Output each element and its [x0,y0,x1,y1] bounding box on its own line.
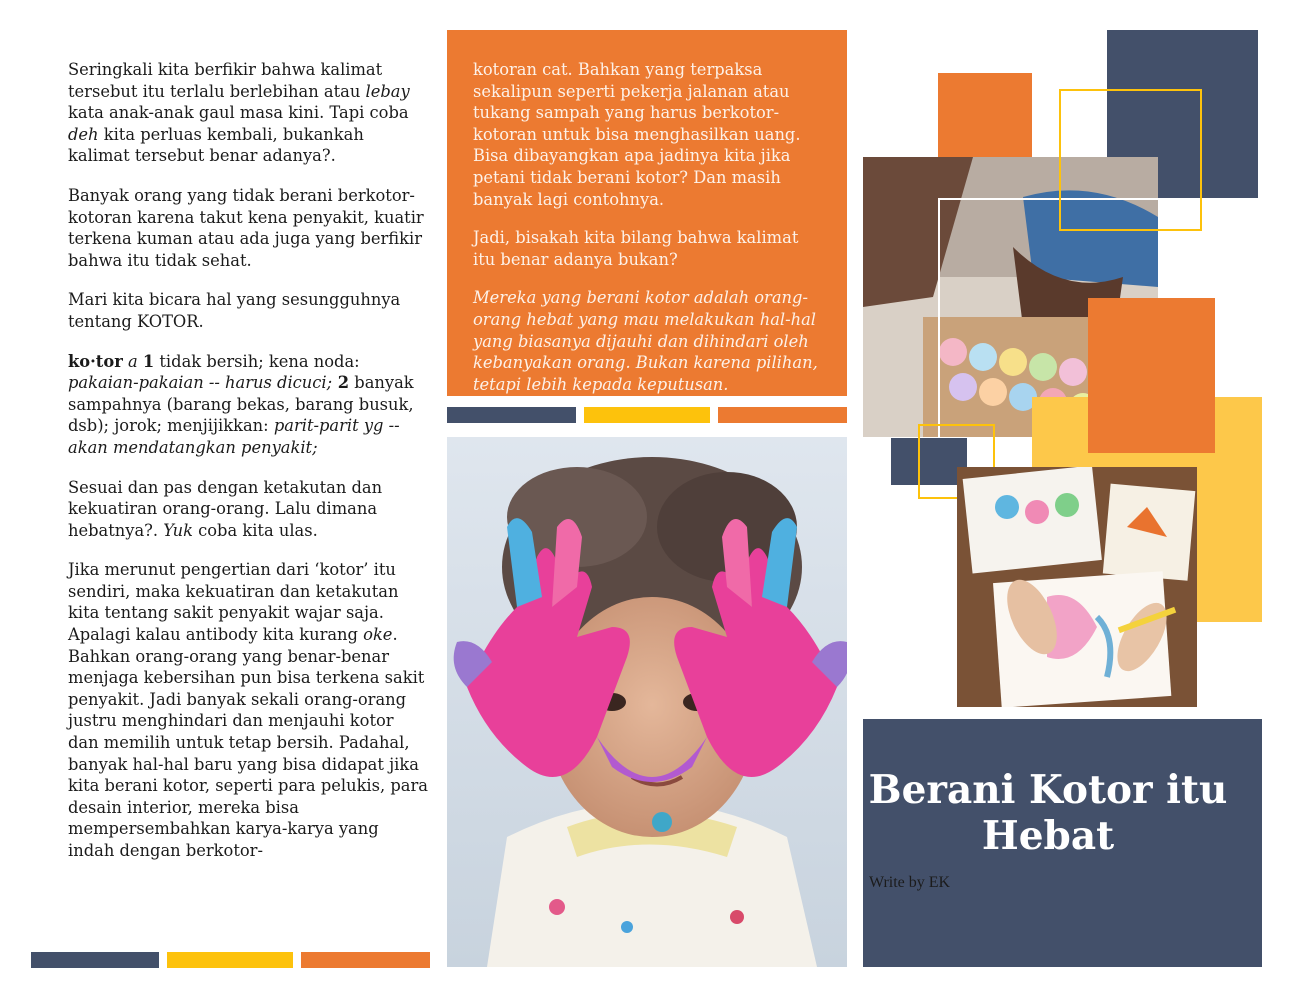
decor-bar-gold [167,952,293,968]
decor-bar-orange [301,952,430,968]
definition-entry: ko·tor a 1 tidak bersih; kena noda: pakaian-pakaian -- harus dicuci; 2 banyak sampahnya (barang bekas, barang busuk, dsb); jorok; menjijikkan: parit-parit yg -- akan mendatangkan penyakit; [68,351,414,457]
paragraph-continuation: kotoran cat. Bahkan yang terpaksa sekalipun seperti pekerja jalanan atau tukang sampah yang harus berkotor-kotoran untuk bisa menghasilkan uang. Bisa dibayangkan apa jadinya kita jika petani tidak berani kotor? Dan masih banyak lagi contohnya. [473,60,801,209]
decor-bar-navy [31,952,159,968]
paragraph-fear: Banyak orang yang tidak berani berkotor-kotoran karena takut kena penyakit, kuatir terkena kuman atau ada juga yang berfikir bahwa itu tidak sehat. [68,185,424,270]
paragraph-question: Sesuai dan pas dengan ketakutan dan kekuatiran orang-orang. Lalu dimana hebatnya?. Yuk coba kita ulas. [68,477,383,540]
cover-title-box [863,719,1262,967]
definition-word: ko·tor [68,351,123,371]
photo-child-painted-hands [447,437,847,967]
decor-square-orange [938,73,1032,160]
orange-text-box [447,30,847,396]
decor-square-orange-2 [1088,298,1215,453]
paragraph-conclusion: Jadi, bisakah kita bilang bahwa kalimat itu benar adanya bukan? [473,228,799,269]
photo-children-drawing [957,467,1197,707]
quote-paragraph: Mereka yang berani kotor adalah orang-orang hebat yang mau melakukan hal-hal yang biasanya dijauhi dan dihindari oleh kebanyakan orang. Bukan karena pilihan, tetapi lebih kepada keputusan. [473,288,818,394]
paragraph-explanation: Jika merunut pengertian dari ‘kotor’ itu sendiri, maka kekuatiran dan ketakutan kita tentang sakit penyakit wajar saja. Apalagi kalau antibody kita kurang oke. Bahkan orang-orang yang benar-benar menjaga kebersihan pun bisa terkena sakit penyakit. Jadi banyak sekali orang-orang justru menghindari dan menjauhi kotor dan memilih untuk tetap bersih. Padahal, banyak hal-hal baru yang bisa didapat jika kita berani kotor, seperti para pelukis, para desain interior, mereka bisa mempersembahkan karya-karya yang indah dengan berkotor- [68,560,428,860]
paragraph-topic: Mari kita bicara hal yang sesungguhnya tentang KOTOR. [68,290,401,331]
cover-title: Berani Kotor itu Hebat [868,767,1228,859]
decor-bar-navy [447,407,576,423]
decor-bar-gold [584,407,710,423]
author-line: Write by EK [869,874,951,891]
left-text-column [68,59,428,880]
decor-frame-gold [1059,89,1202,231]
decor-bar-orange [718,407,847,423]
paragraph-intro: Seringkali kita berfikir bahwa kalimat tersebut itu terlalu berlebihan atau lebay kata anak-anak gaul masa kini. Tapi coba deh kita perluas kembali, bukankah kalimat tersebut benar adanya?. [68,60,410,166]
